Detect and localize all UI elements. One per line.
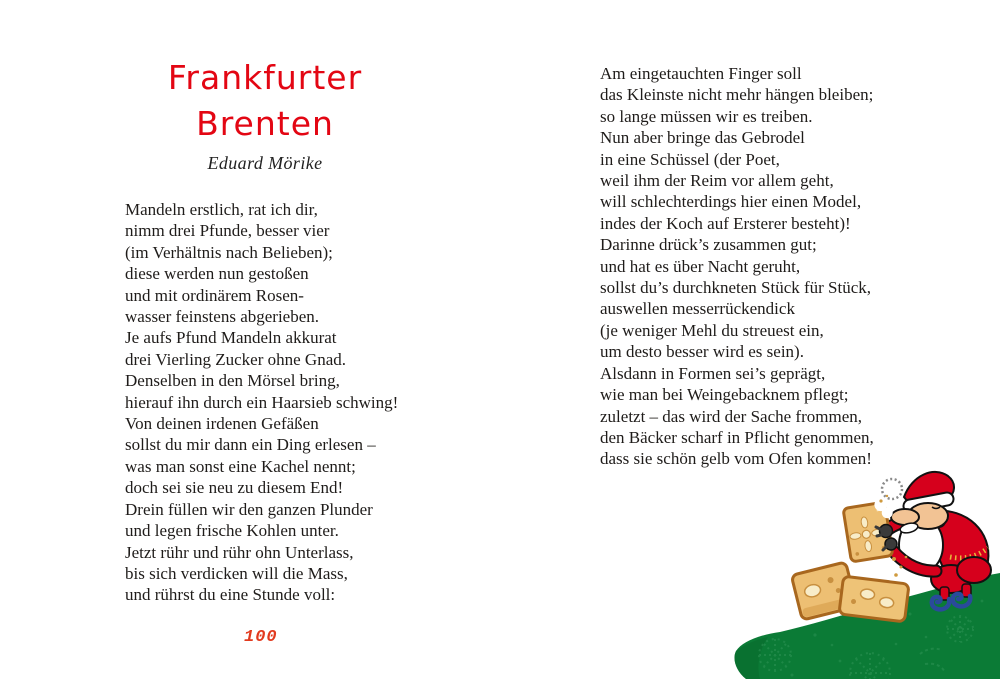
poem-line: indes der Koch auf Ersterer besteht)! xyxy=(600,213,851,233)
poem-line: Am eingetauchten Finger soll xyxy=(600,64,802,83)
poem-line: Je aufs Pfund Mandeln akkurat xyxy=(125,328,337,348)
poem-title xyxy=(125,55,405,147)
poem-line: Mandeln erstlich, rat ich dir, xyxy=(125,200,318,219)
page-number: 100 xyxy=(244,628,278,647)
poem-line: dass sie schön gelb vom Ofen kommen! xyxy=(600,449,872,469)
poem-line: weil ihm der Reim vor allem geht, xyxy=(600,171,834,191)
poem-line: diese werden nun gestoßen xyxy=(125,264,309,284)
poem-line: Denselben in den Mörsel bring, xyxy=(125,371,340,391)
poem-line: sollst du’s durchkneten Stück für Stück, xyxy=(600,278,872,298)
poem-line: in eine Schüssel (der Poet, xyxy=(600,149,780,169)
santa-nose-icon xyxy=(891,509,919,525)
poem-line: Jetzt rühr und rühr ohn Unterlass, xyxy=(125,542,354,562)
poem-line: und rührst du eine Stunde voll: xyxy=(125,585,336,605)
poem-line: will schlechterdings hier einen Model, xyxy=(600,192,862,212)
poem-line: Nun aber bringe das Gebrodel xyxy=(600,128,805,148)
poem-line: um desto besser wird es sein). xyxy=(600,342,804,362)
poem-line: und hat es über Nacht geruht, xyxy=(600,256,801,276)
santa-pompom-icon xyxy=(882,479,902,499)
poem-line: und mit ordinärem Rosen- xyxy=(125,285,304,305)
poem-line: doch sei sie neu zu diesem End! xyxy=(125,478,344,498)
poem-line: den Bäcker scharf in Pflicht genommen, xyxy=(600,427,874,447)
santa-hat-icon xyxy=(882,472,954,508)
poem-line: zuletzt – das wird der Sache frommen, xyxy=(600,406,862,426)
poem-line: nimm drei Pfunde, besser vier xyxy=(125,221,330,241)
poem-line: das Kleinste nicht mehr hängen bleiben; xyxy=(600,85,874,105)
poem-title-line2: Brenten xyxy=(196,104,334,143)
poem-line: bis sich verdicken will die Mass, xyxy=(125,563,348,583)
santa-eating-gingerbread-on-green-hill-icon xyxy=(720,439,1000,679)
poem-line: so lange müssen wir es treiben. xyxy=(600,106,813,126)
poem-line: (je weniger Mehl du streuest ein, xyxy=(600,320,824,340)
poem-line: und legen frische Kohlen unter. xyxy=(125,521,339,541)
gingerbread-cookie-right-icon xyxy=(839,576,909,622)
poem-title-line1: Frankfurter xyxy=(167,58,363,97)
poem-author: Eduard Mörike xyxy=(207,153,323,173)
poem-line: drei Vierling Zucker ohne Gnad. xyxy=(125,349,347,369)
poem-column-right xyxy=(600,63,874,470)
poem-line: (im Verhältnis nach Belieben); xyxy=(125,242,333,262)
poem-line: Darinne drück’s zusammen gut; xyxy=(600,235,817,255)
poem-line: Drein füllen wir den ganzen Plunder xyxy=(125,499,373,519)
poem-line: auswellen messerrückendick xyxy=(600,299,795,319)
poem-line: was man sonst eine Kachel nennt; xyxy=(125,456,356,476)
poem-line: sollst du mir dann ein Ding erlesen – xyxy=(125,435,376,455)
poem-line: wie man bei Weingebacknem pflegt; xyxy=(600,385,849,405)
poem-line: wasser feinstens abgerieben. xyxy=(125,307,320,327)
poem-line: Von deinen irdenen Gefäßen xyxy=(125,414,319,434)
poem-line: hierauf ihn durch ein Haarsieb schwing! xyxy=(125,392,399,412)
poem-line: Alsdann in Formen sei’s geprägt, xyxy=(600,363,826,383)
poem-column-left xyxy=(125,199,398,606)
